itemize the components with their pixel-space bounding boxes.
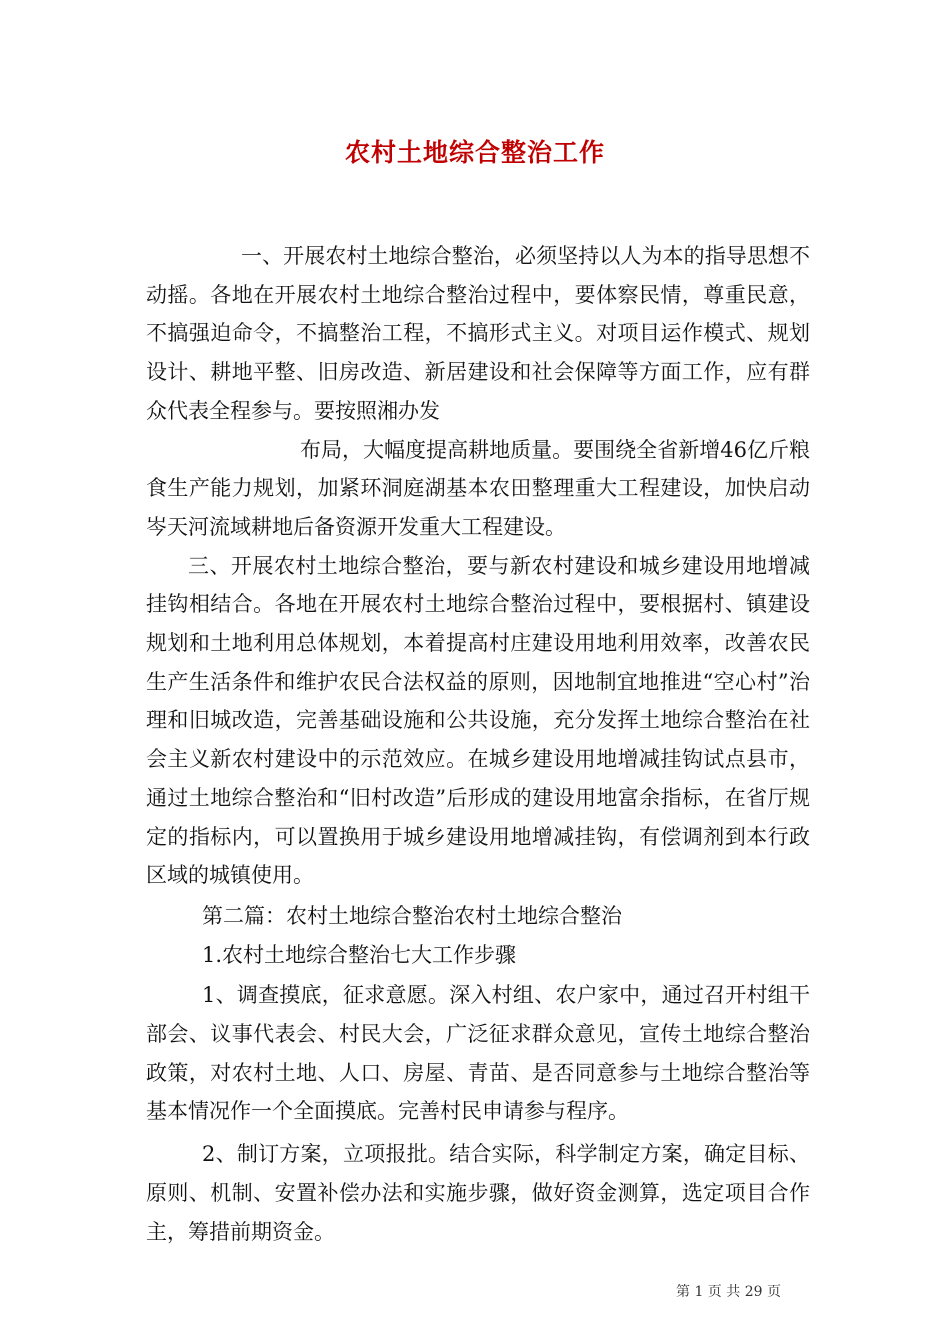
- step-2-paragraph: 2、制订方案，立项报批。结合实际，科学制定方案，确定目标、原则、机制、安置补偿办法和实施步骤，做好资金测算，选定项目合作主，筹措前期资金。: [146, 1142, 810, 1244]
- chapter-heading: 第二篇：农村土地综合整治农村土地综合整治: [202, 903, 622, 928]
- section-heading: 1.农村土地综合整治七大工作步骤: [202, 942, 517, 967]
- page-number: 第 1 页 共 29 页: [676, 1284, 781, 1300]
- document-body: [146, 237, 810, 1251]
- document-title: 农村土地综合整治工作: [344, 138, 605, 167]
- paragraph-3: 三、开展农村土地综合整治，要与新农村建设和城乡建设用地增减挂钩相结合。各地在开展农村土地综合整治过程中，要根据村、镇建设规划和土地利用总体规划，本着提高村庄建设用地利用效率，改善农民生产生活条件和维护农民合法权益的原则，因地制宜地推进“空心村”治理和旧城改造，完善基础设施和公共设施，充分发挥土地综合整治在社会主义新农村建设中的示范效应。在城乡建设用地增减挂钩试点县市，通过土地综合整治和“旧村改造”后形成的建设用地富余指标，在省厅规定的指标内，可以置换用于城乡建设用地增减挂钩，有偿调剂到本行政区域的城镇使用。: [146, 553, 810, 888]
- step-1-paragraph: 1、调查摸底，征求意愿。深入村组、农户家中，通过召开村组干部会、议事代表会、村民大会，广泛征求群众意见，宣传土地综合整治政策，对农村土地、人口、房屋、青苗、是否同意参与土地综合整治等基本情况作一个全面摸底。完善村民申请参与程序。: [146, 983, 810, 1124]
- paragraph-2: 布局，大幅度提高耕地质量。要围绕全省新增46亿斤粮食生产能力规划，加紧环洞庭湖基本农田整理重大工程建设，加快启动岑天河流域耕地后备资源开发重大工程建设。: [146, 437, 810, 539]
- paragraph-1: 一、开展农村土地综合整治，必须坚持以人为本的指导思想不动摇。各地在开展农村土地综合整治过程中，要体察民情，尊重民意，不搞强迫命令，不搞整治工程，不搞形式主义。对项目运作模式、规划设计、耕地平整、旧房改造、新居建设和社会保障等方面工作，应有群众代表全程参与。要按照湘办发: [146, 244, 810, 423]
